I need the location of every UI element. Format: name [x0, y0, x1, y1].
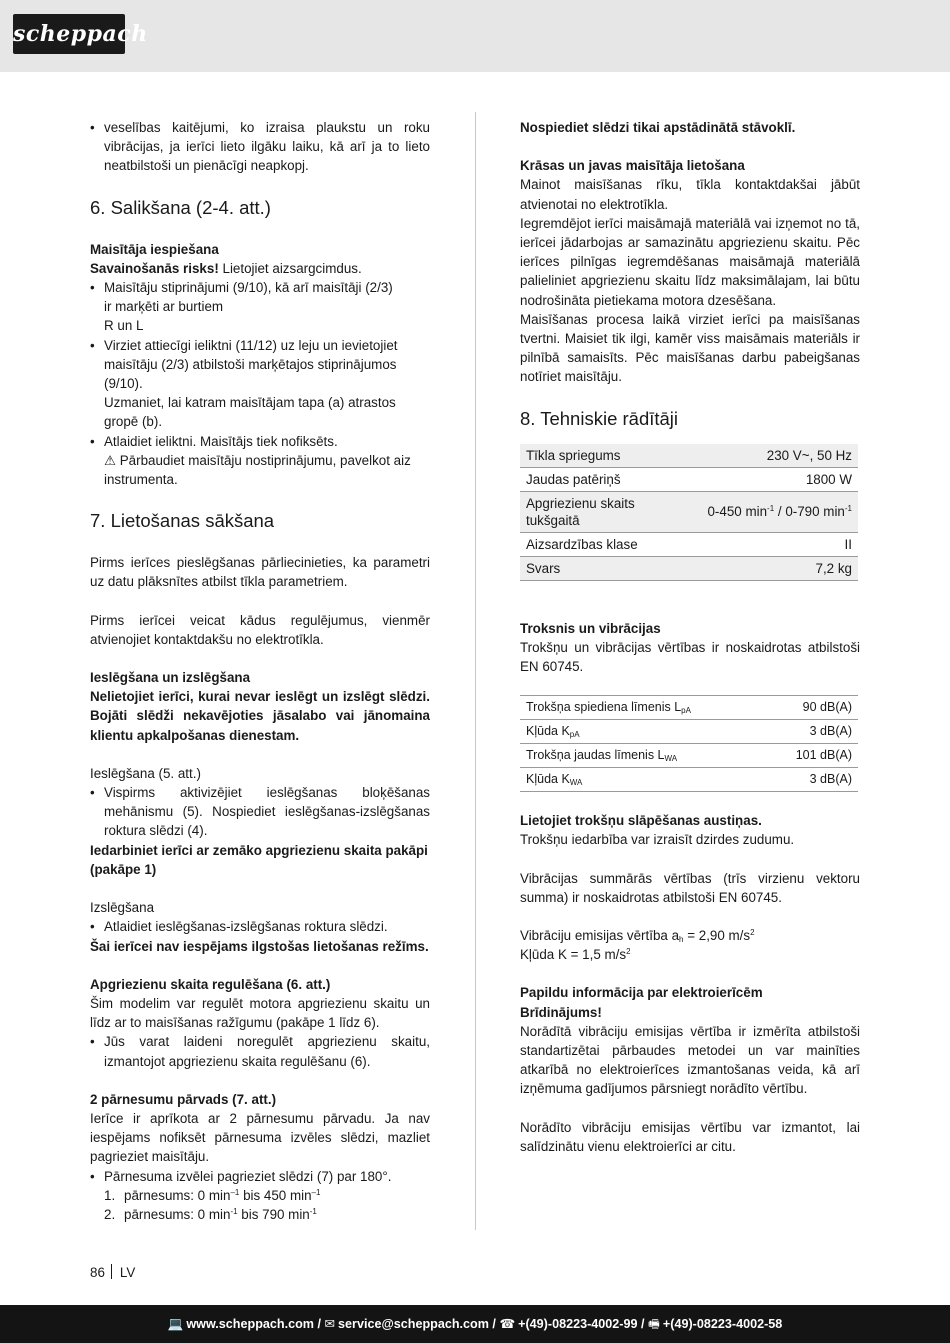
paint-mixer-title: Krāsas un javas maisītāja lietošana [520, 158, 745, 174]
footer-email: service@scheppach.com [338, 1317, 489, 1331]
footer-phone: +(49)-08223-4002-99 [518, 1317, 638, 1331]
page-footer: 💻 www.scheppach.com / ✉ service@scheppach.com / ☎ +(49)-08223-4002-99 / 🖷 +(49)-08223-4002-58 [0, 1305, 950, 1343]
fax-icon: 🖷 [648, 1317, 660, 1331]
gear-text: Ierīce ir aprīkota ar 2 pārnesumu pārvadu. Ja nav iespējams nofiksēt pārnesuma izvēles slēdzi, mazliet pagrieziet maisītāju. [90, 1110, 430, 1165]
footer-website: www.scheppach.com [186, 1317, 314, 1331]
switch-on-bold: Iedarbiniet ierīci ar zemāko apgriezienu skaita pakāpi (pakāpe 1) [90, 842, 428, 877]
left-column [90, 118, 430, 1224]
page-header [0, 0, 950, 72]
warning-icon: ⚠ [104, 452, 117, 468]
section-6-title: 6. Salikšana (2-4. att.) [90, 196, 271, 218]
paragraph-data-plate: Pirms ierīces pieslēgšanas pārliecinieties, ka parametri uz datu plāksnītes atbilst tīkla parametriem. [90, 555, 430, 590]
table-row: Trokšņa spiediena līmenis $L_{pA}$ 90 dB(A) [520, 696, 858, 720]
speed-bullet: • Jūs varat laideni noregulēt apgriezienu skaitu, izmantojot apgriezienu skaita regulēšanu (6). [90, 1032, 430, 1070]
onoff-warning: Nelietojiet ierīci, kurai nevar ieslēgt un izslēgt slēdzi. Bojāti slēdži nekavējoties jāsalabo vai jānomaina klientu apkalpošanas dienestam. [90, 689, 430, 743]
table-row: Kļūda $K_{WA}$ 3 dB(A) [520, 768, 858, 792]
vibration-error-value: Kļūda K = 1,5 $m/s^2$ [520, 947, 631, 963]
switch-off-label: Izslēgšana [90, 900, 155, 916]
switch-on-label: Ieslēgšana (5. att.) [90, 765, 201, 781]
noise-text: Trokšņu un vibrācijas vērtības ir noskaidrotas atbilstoši EN 60745. [520, 639, 860, 675]
section-8-title: 8. Tehniskie rādītāji [520, 407, 679, 429]
table-row: Jaudas patēriņš 1800 W [520, 467, 858, 491]
scheppach-logo: scheppach [13, 14, 125, 54]
extra-paragraph-2: Norādīto vibrāciju emisijas vērtību var izmantot, lai salīdzinātu vienu elektroierīci ar citu. [520, 1119, 860, 1154]
computer-icon: 💻 [167, 1317, 184, 1331]
table-row: Trokšņa jaudas līmenis $L_{WA}$ 101 dB(A) [520, 744, 858, 768]
table-row: Svars 7,2 kg [520, 556, 858, 580]
gear-1-item: 1. pārnesums: 0 $\min^{-1}$ bis 450 $\min^{-1}$ [104, 1187, 321, 1203]
table-row: Tīkla spriegums 230 V~, 50 Hz [520, 444, 858, 468]
speed-text: Šim modelim var regulēt motora apgriezienu skaitu un līdz ar to maisīšanas ražīgumu (pakāpe 1 līdz 6). [90, 995, 430, 1031]
bullet-insert-mixer: • Virziet attiecīgi ieliktni (11/12) uz leju un ievietojiet maisītāju (2/3) atbilstoši marķētajos stiprinājumos (9/10). Uzmaniet, lai katram maisītājam tapa (a) atrastos gropē (b). [90, 336, 430, 432]
hearing-loss-text: Trokšņu iedarbība var izraisīt dzirdes zudumu. [520, 832, 795, 848]
onoff-title: Ieslēgšana un izslēgšana [90, 670, 251, 686]
vibration-emission-value: Vibrāciju emisijas vērtība $a_h = 2,90$ $m/s^2$ [520, 928, 755, 945]
paint-paragraph-2: Iegremdējot ierīci maisāmajā materiālā vai izņemot no tā, ierīcei jādarbojas ar samazinātu apgriezienu skaitu. Pēc ierīces pilnīgas iegremdēšanas maisāmajā materiālā palieliniet apgriezienu skaitu līdz maksimālajam, lai būtu nodrošināta pietiekama motora dzesēšana. [520, 215, 860, 308]
bullet-release-insert: • Atlaidiet ieliktni. Maisītājs tiek nofiksēts. ⚠ Pārbaudiet maisītāju nostiprinājumu, pavelkot aiz instrumenta. [90, 432, 430, 490]
gear-title: 2 pārnesumu pārvads (7. att.) [90, 1091, 277, 1107]
paint-paragraph-1: Mainot maisīšanas rīku, tīkla kontaktdakšai jābūt atvienotai no elektrotīkla. [520, 177, 860, 212]
switch-off-bold: Šai ierīcei nav iespējams ilgstošas lietošanas režīms. [90, 938, 429, 954]
bullet-mixer-marks: • Maisītāju stiprinājumi (9/10), kā arī maisītāji (2/3) ir marķēti ar burtiem R un L [90, 278, 430, 336]
warning-title: Brīdinājums! [520, 1004, 602, 1020]
mixer-insert-title: Maisītāja iespiešana [90, 241, 219, 257]
extra-paragraph-1: Norādītā vibrāciju emisijas vērtība ir izmērīta atbilstoši standartizētai pārbaudes metodei un var mainīties atkarībā no elektroierīces izmantošanas veida, kā arī izņēmuma gadījumos pārsniegt norādīto vērtību. [520, 1023, 860, 1097]
table-row: Aizsardzības klase II [520, 532, 858, 556]
section-7-title: 7. Lietošanas sākšana [90, 510, 275, 532]
phone-icon: ☎ [499, 1317, 516, 1331]
paint-paragraph-3: Maisīšanas procesa laikā virziet ierīci pa maisīšanas tvertni. Maisiet tik ilgi, kamēr viss maisāmais materiāls ir pilnībā samaisīts. Pēc maisīšanas darbu pabeigšanas notīriet maisītāju. [520, 311, 860, 385]
gear-2-item: 2. pārnesums: 0 $\min^{-1}$ bis 790 $\min^{-1}$ [104, 1206, 317, 1222]
vibration-sum-text: Vibrācijas summārās vērtības (trīs virzienu vektoru summa) ir noskaidrotas atbilstoši EN 60745. [520, 870, 860, 905]
switch-off-bullet: • Atlaidiet ieslēgšanas-izslēgšanas roktura slēdzi. [90, 917, 430, 936]
mail-icon: ✉ [324, 1317, 336, 1331]
gear-bullet: • Pārnesuma izvēlei pagrieziet slēdzi (7) par 180°. [90, 1167, 430, 1186]
ear-protection-note: Lietojiet trokšņu slāpēšanas austiņas. [520, 813, 762, 829]
stop-note: Nospiediet slēdzi tikai apstādinātā stāvoklī. [520, 120, 796, 135]
spec-table [520, 444, 858, 581]
noise-title: Troksnis un vibrācijas [520, 620, 661, 636]
footer-fax: +(49)-08223-4002-58 [662, 1317, 783, 1331]
extra-info-title: Papildu informācija par elektroierīcēm [520, 985, 763, 1001]
column-divider [475, 112, 476, 1230]
table-row: Kļūda $K_{pA}$ 3 dB(A) [520, 720, 858, 744]
speed-title: Apgriezienu skaita regulēšana (6. att.) [90, 976, 331, 992]
injury-warning: Savainošanās risks! Lietojiet aizsargcimdus. [90, 260, 362, 276]
switch-on-bullet: • Vispirms aktivizējiet ieslēgšanas bloķēšanas mehānismu (5). Nospiediet ieslēgšanas-izslēgšanas roktura slēdzi (4). [90, 783, 430, 841]
paragraph-unplug: Pirms ierīcei veicat kādus regulējumus, vienmēr atvienojiet kontaktdakšu no elektrotīkla. [90, 612, 430, 647]
table-row: Apgriezienu skaits tukšgaitā 0-450 $\min^{-1} / 0-790$ $\min^{-1}$ [520, 491, 858, 532]
intro-bullet: • veselības kaitējumi, ko izraisa plaukstu un roku vibrācijas, ja ierīci lieto ilgāku laiku, kā arī ja to lieto neatbilstoši un pienācīgi neapkopj. [90, 118, 430, 176]
noise-table [520, 695, 858, 792]
page-number: 86 LV [90, 1265, 136, 1280]
right-column [520, 118, 860, 1156]
